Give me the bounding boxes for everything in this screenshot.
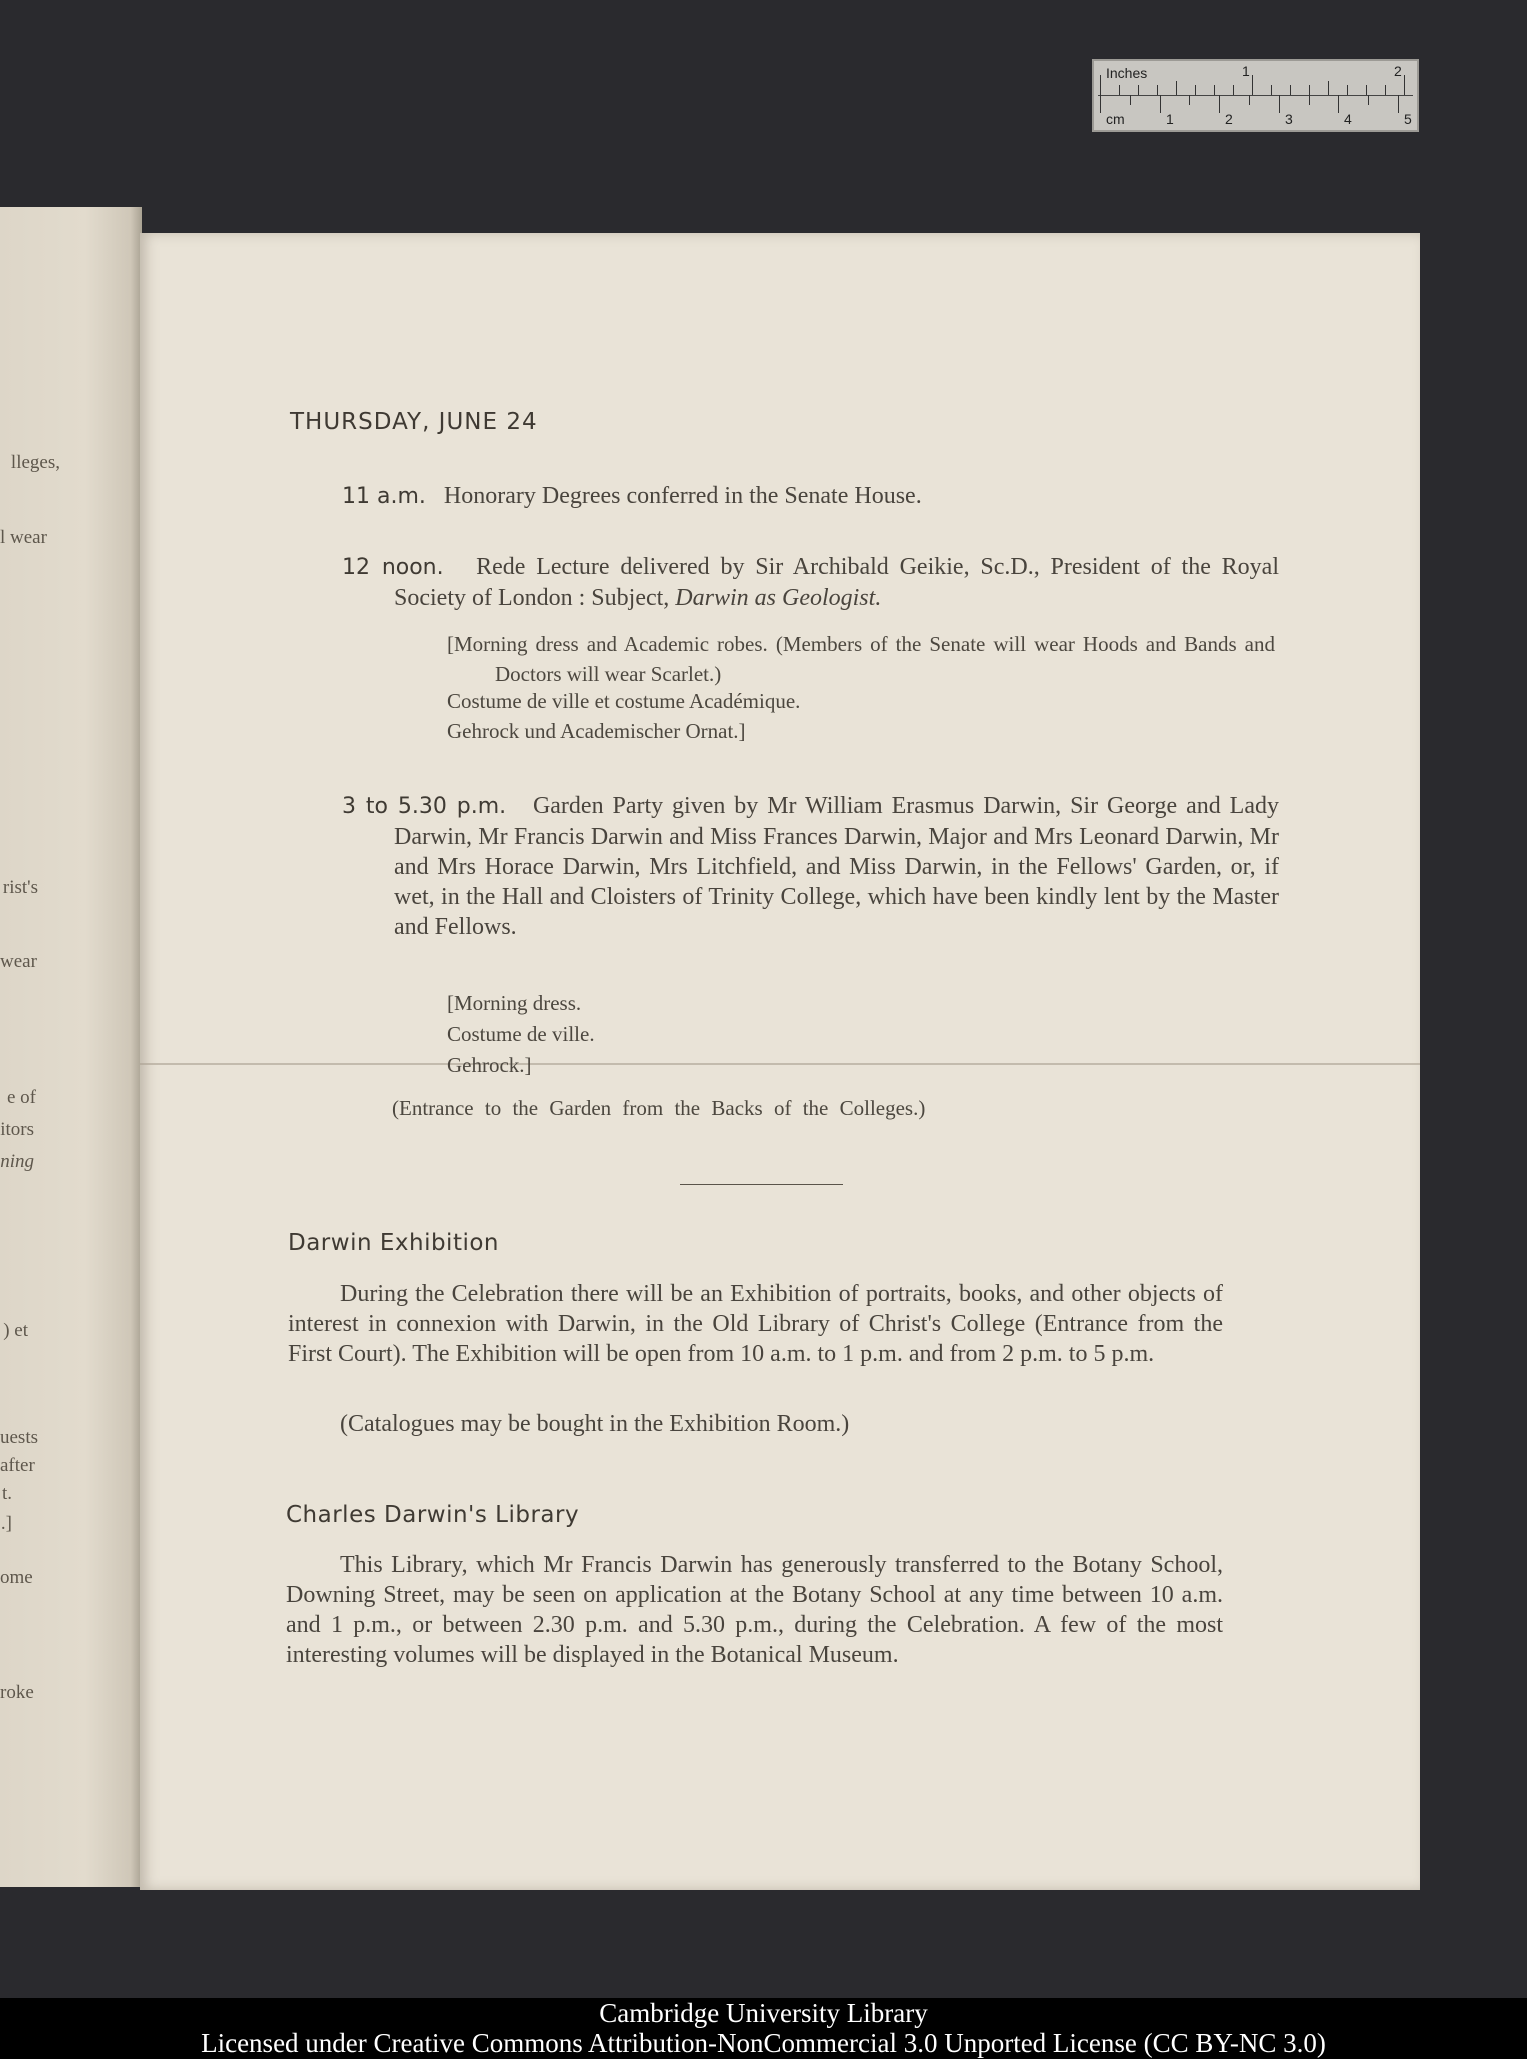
library-paragraph: This Library, which Mr Francis Darwin has generously transferred to the Botany School, Downing Street, may be seen on application at the Botany School at any time between 10 a.m. and 1 p.m., or between 2.30 p.m. and 5.30 p.m., during the Celebration. A few of the most interesting volumes will be displayed in the Botanical Museum. bbox=[286, 1552, 1223, 1668]
page-fold-crease bbox=[140, 1063, 1420, 1065]
ruler-inch-mark: 2 bbox=[1394, 63, 1402, 79]
exhibition-catalogue-note: (Catalogues may be bought in the Exhibition Room.) bbox=[340, 1411, 850, 1437]
ruler-cm-tick bbox=[1279, 95, 1280, 113]
ruler-cm-tick bbox=[1338, 95, 1339, 113]
garden-entrance-note: (Entrance to the Garden from the Backs of the Colleges.) bbox=[392, 1096, 926, 1120]
dress-code-german: Gehrock und Academischer Ornat.] bbox=[447, 719, 746, 743]
event-description: Garden Party given by Mr William Erasmus Darwin, Sir George and Lady Darwin, Mr Francis Darwin and Miss Frances Darwin, Major and Mrs Leonard Darwin, Mr and Mrs Horace Darwin, Mrs Litchfield, and Miss Darwin, in the Fellows' Garden, or, if wet, in the Hall and Cloisters of Trinity College, which have been kindly lent by the Master and Fellows. bbox=[394, 793, 1279, 940]
left-page-fragment: roke bbox=[0, 1682, 34, 1703]
event-description: Rede Lecture delivered by Sir Archibald Geikie, Sc.D., President of the Royal Society of London : Subject, bbox=[394, 554, 1279, 611]
event-description: Honorary Degrees conferred in the Senate House. bbox=[443, 483, 922, 509]
library-heading: Charles Darwin's Library bbox=[286, 1502, 580, 1528]
left-page-fragment: uests bbox=[0, 1427, 38, 1448]
ruler-cm-mark: 5 bbox=[1404, 111, 1412, 127]
left-page-fragment: t. bbox=[1, 1483, 12, 1504]
dress-code-english: [Morning dress and Academic robes. (Members of the Senate will wear Hoods and Bands and Doctors will wear Scarlet.) bbox=[447, 632, 1275, 686]
ruler-inch-tick bbox=[1214, 85, 1215, 95]
section-divider bbox=[680, 1184, 843, 1185]
ruler-inch-tick bbox=[1138, 85, 1139, 95]
footer-license: Licensed under Creative Commons Attribution-NonCommercial 3.0 Unported License (CC BY-NC 3.0) bbox=[201, 2028, 1326, 2058]
ruler-inch-tick bbox=[1119, 85, 1120, 95]
ruler-inch-tick bbox=[1328, 81, 1329, 95]
left-page-fragment: e of bbox=[6, 1087, 36, 1108]
ruler-midline bbox=[1098, 95, 1413, 96]
ruler-inch-tick bbox=[1404, 75, 1405, 95]
ruler-cm-tick bbox=[1398, 95, 1399, 113]
event-rede-lecture bbox=[342, 552, 1279, 613]
left-page-fragment: after bbox=[0, 1455, 35, 1476]
ruler-inch-tick bbox=[1309, 85, 1310, 95]
left-facing-page bbox=[0, 207, 142, 1887]
left-page-fragment: ) et bbox=[3, 1320, 28, 1341]
ruler-inch-tick bbox=[1271, 85, 1272, 95]
scale-ruler bbox=[1092, 59, 1419, 132]
dress-code-german: Gehrock.] bbox=[447, 1053, 532, 1077]
event-time: 11 a.m. bbox=[342, 484, 426, 509]
ruler-inches-label: Inches bbox=[1106, 65, 1148, 81]
lecture-subject: Darwin as Geologist. bbox=[675, 585, 882, 611]
ruler-cm-tick bbox=[1309, 95, 1310, 105]
ruler-cm-mark: 1 bbox=[1166, 111, 1174, 127]
left-page-fragment: .] bbox=[0, 1513, 12, 1534]
dress-code-french: Costume de ville. bbox=[447, 1022, 595, 1046]
ruler-cm-mark: 2 bbox=[1225, 111, 1233, 127]
ruler-inch-tick bbox=[1176, 81, 1177, 95]
license-footer bbox=[0, 1998, 1527, 2059]
ruler-inch-tick bbox=[1233, 85, 1234, 95]
ruler-cm-tick bbox=[1249, 95, 1250, 105]
dress-code-french: Costume de ville et costume Académique. bbox=[447, 689, 801, 713]
ruler-inch-tick bbox=[1195, 85, 1196, 95]
event-garden-party bbox=[342, 791, 1279, 942]
left-page-fragment: ning bbox=[0, 1151, 34, 1172]
ruler-cm-label: cm bbox=[1106, 111, 1125, 127]
ruler-cm-mark: 3 bbox=[1285, 111, 1293, 127]
ruler-inch-tick bbox=[1100, 75, 1101, 95]
event-time: 12 noon. bbox=[342, 555, 444, 580]
left-page-fragment: rist's bbox=[2, 877, 38, 898]
ruler-inch-tick bbox=[1157, 85, 1158, 95]
left-page-fragment: ome bbox=[0, 1567, 33, 1588]
left-page-fragment: itors bbox=[0, 1119, 34, 1140]
event-honorary-degrees bbox=[342, 481, 1232, 512]
left-page-fragment: l wear bbox=[0, 527, 47, 548]
left-page-fragment: lleges, bbox=[10, 452, 60, 473]
ruler-inch-tick bbox=[1290, 85, 1291, 95]
ruler-inch-mark: 1 bbox=[1242, 63, 1250, 79]
ruler-cm-tick bbox=[1189, 95, 1190, 105]
exhibition-heading: Darwin Exhibition bbox=[288, 1230, 500, 1256]
ruler-cm-tick bbox=[1130, 95, 1131, 105]
ruler-inch-tick bbox=[1366, 85, 1367, 95]
dress-code-english: [Morning dress. bbox=[447, 991, 582, 1015]
ruler-inch-tick bbox=[1385, 85, 1386, 95]
exhibition-paragraph: During the Celebration there will be an Exhibition of portraits, books, and other objects of interest in connexion with Darwin, in the Old Library of Christ's College (Entrance from the First Court). The Exhibition will be open from 10 a.m. to 1 p.m. and from 2 p.m. to 5 p.m. bbox=[288, 1281, 1223, 1367]
ruler-cm-tick bbox=[1100, 95, 1101, 113]
ruler-cm-mark: 4 bbox=[1344, 111, 1352, 127]
ruler-inch-tick bbox=[1347, 85, 1348, 95]
thursday-heading: THURSDAY, JUNE 24 bbox=[290, 409, 538, 435]
left-page-fragment: wear bbox=[0, 951, 37, 972]
ruler-cm-tick bbox=[1219, 95, 1220, 113]
ruler-cm-tick bbox=[1368, 95, 1369, 105]
footer-institution: Cambridge University Library bbox=[599, 1998, 928, 2028]
ruler-cm-tick bbox=[1160, 95, 1161, 113]
event-time: 3 to 5.30 p.m. bbox=[342, 794, 507, 819]
ruler-inch-tick bbox=[1252, 75, 1253, 95]
